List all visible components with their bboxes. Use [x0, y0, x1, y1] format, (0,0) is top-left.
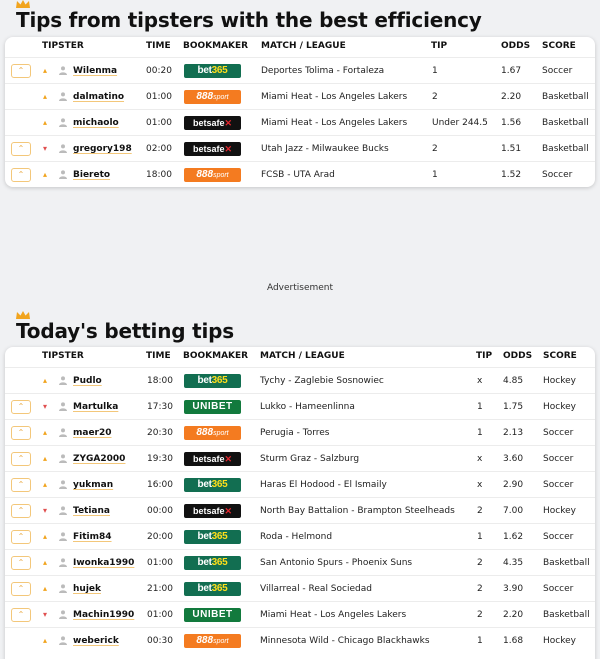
tip-value: 1: [477, 428, 483, 438]
sport-label: Soccer: [542, 170, 573, 180]
match-link[interactable]: San Antonio Spurs - Phoenix Suns: [260, 558, 413, 568]
trend-up-icon: ▴: [43, 480, 48, 489]
col-tip: TIP: [476, 351, 493, 361]
expand-toggle-icon[interactable]: ⌃: [11, 556, 31, 570]
expand-toggle-icon[interactable]: ⌃: [11, 582, 31, 596]
section-title-text: Tips from tipsters with the best efficiency: [16, 8, 482, 32]
tip-value: 1: [432, 66, 438, 76]
tip-value: x: [477, 376, 483, 386]
table-row[interactable]: [5, 367, 595, 393]
trend-down-icon: ▾: [43, 506, 48, 515]
match-link[interactable]: Minnesota Wild - Chicago Blackhawks: [260, 636, 430, 646]
trend-up-icon: ▴: [43, 636, 48, 645]
tipster-name-link[interactable]: Fitim84: [73, 532, 112, 542]
user-icon: [58, 58, 68, 84]
sport-label: Hockey: [543, 636, 576, 646]
expand-toggle-icon[interactable]: ⌃: [11, 142, 31, 156]
tip-time: 00:00: [147, 506, 173, 516]
section-title-todays-tips: [16, 319, 234, 343]
tip-time: 01:00: [146, 118, 172, 128]
tip-time: 01:00: [146, 92, 172, 102]
sport-label: Basketball: [542, 144, 589, 154]
match-link[interactable]: Villarreal - Real Sociedad: [260, 584, 372, 594]
match-link[interactable]: Miami Heat - Los Angeles Lakers: [261, 92, 408, 102]
table-row[interactable]: [5, 445, 595, 471]
tipster-name-link[interactable]: dalmatino: [73, 92, 125, 102]
tip-time: 18:00: [146, 170, 172, 180]
trend-down-icon: ▾: [43, 144, 48, 153]
tip-time: 20:00: [147, 532, 173, 542]
col-time: TIME: [146, 41, 171, 51]
trend-up-icon: ▴: [43, 66, 48, 75]
crown-icon: [16, 311, 30, 319]
expand-toggle-icon[interactable]: ⌃: [11, 64, 31, 78]
odds-value: 1.75: [503, 402, 524, 412]
trend-up-icon: ▴: [43, 170, 48, 179]
tip-time: 19:30: [147, 454, 173, 464]
bookmaker-logo-888sport[interactable]: 888sport: [184, 634, 241, 648]
match-link[interactable]: Lukko - Hameenlinna: [260, 402, 355, 412]
bookmaker-logo-888sport[interactable]: 888sport: [184, 168, 241, 182]
expand-toggle-icon[interactable]: ⌃: [11, 530, 31, 544]
odds-value: 3.90: [503, 584, 524, 594]
odds-value: 1.56: [501, 118, 522, 128]
table-row[interactable]: [5, 601, 595, 627]
user-icon: [58, 162, 68, 187]
odds-value: 4.35: [503, 558, 524, 568]
table-row[interactable]: [5, 627, 595, 653]
tip-value: 1: [477, 402, 483, 412]
trend-down-icon: ▾: [43, 610, 48, 619]
todays-tips-table: [5, 347, 595, 659]
tip-value: 1: [477, 532, 483, 542]
match-link[interactable]: Haras El Hodood - El Ismaily: [260, 480, 387, 490]
tipster-name-link[interactable]: Iwonka1990: [73, 558, 135, 568]
table-row[interactable]: [5, 419, 595, 445]
tip-value: 2: [477, 558, 483, 568]
user-icon: [58, 498, 68, 524]
tip-time: 18:00: [147, 376, 173, 386]
tip-time: 17:30: [147, 402, 173, 412]
tipster-name-link[interactable]: gregory198: [73, 144, 132, 154]
match-link[interactable]: Utah Jazz - Milwaukee Bucks: [261, 144, 389, 154]
sport-label: Soccer: [543, 428, 574, 438]
tipster-name-link[interactable]: Biereto: [73, 170, 111, 180]
bookmaker-logo-bet365[interactable]: bet365: [184, 556, 241, 570]
odds-value: 2.20: [501, 92, 522, 102]
tip-time: 01:00: [147, 558, 173, 568]
trend-up-icon: ▴: [43, 584, 48, 593]
table-row[interactable]: [5, 161, 595, 187]
user-icon: [58, 628, 68, 654]
tip-value: Under 244.5: [432, 118, 488, 128]
trend-up-icon: ▴: [43, 376, 48, 385]
odds-value: 1.51: [501, 144, 522, 154]
user-icon: [58, 420, 68, 446]
bookmaker-logo-888sport[interactable]: 888sport: [184, 426, 241, 440]
match-link[interactable]: FCSB - UTA Arad: [261, 170, 335, 180]
expand-toggle-icon[interactable]: ⌃: [11, 168, 31, 182]
user-icon: [58, 446, 68, 472]
table-row[interactable]: [5, 471, 595, 497]
tip-value: x: [477, 454, 483, 464]
sport-label: Basketball: [543, 610, 590, 620]
tipster-name-link[interactable]: Tetiana: [73, 506, 110, 516]
expand-toggle-icon[interactable]: ⌃: [11, 400, 31, 414]
table-row[interactable]: [5, 135, 595, 161]
tip-value: 2: [432, 92, 438, 102]
col-time: TIME: [146, 351, 171, 361]
match-link[interactable]: North Bay Battalion - Brampton Steelheads: [260, 506, 455, 516]
tip-time: 00:30: [147, 636, 173, 646]
bookmaker-logo-888sport[interactable]: 888sport: [184, 90, 241, 104]
tipster-name-link[interactable]: hujek: [73, 584, 101, 594]
best-efficiency-table: [5, 37, 595, 187]
odds-value: 1.52: [501, 170, 522, 180]
tipster-name-link[interactable]: Wilenma: [73, 66, 118, 76]
col-match: MATCH / LEAGUE: [260, 351, 345, 361]
tipster-name-link[interactable]: ZYGA2000: [73, 454, 126, 464]
bookmaker-logo-betsafe[interactable]: betsafe✕: [184, 504, 241, 518]
tipster-name-link[interactable]: yukman: [73, 480, 114, 490]
expand-toggle-icon[interactable]: ⌃: [11, 608, 31, 622]
tip-time: 00:20: [146, 66, 172, 76]
match-link[interactable]: Sturm Graz - Salzburg: [260, 454, 360, 464]
tipster-name-link[interactable]: michaolo: [73, 118, 119, 128]
tip-value: 1: [477, 636, 483, 646]
user-icon: [58, 84, 68, 110]
tipster-name-link[interactable]: Martulka: [73, 402, 119, 412]
user-icon: [58, 368, 68, 394]
col-tipster: TIPSTER: [42, 41, 84, 51]
advertisement-label: Advertisement: [266, 283, 334, 293]
user-icon: [58, 110, 68, 136]
user-icon: [58, 576, 68, 602]
user-icon: [58, 602, 68, 628]
user-icon: [58, 524, 68, 550]
odds-value: 3.60: [503, 454, 524, 464]
odds-value: 2.20: [503, 610, 524, 620]
sport-label: Soccer: [543, 584, 574, 594]
tip-value: 2: [477, 610, 483, 620]
sport-label: Hockey: [543, 376, 576, 386]
bookmaker-logo-unibet[interactable]: UNIBET: [184, 608, 241, 622]
col-bookmaker: BOOKMAKER: [183, 351, 249, 361]
bookmaker-logo-betsafe[interactable]: betsafe✕: [184, 116, 241, 130]
col-tipster: TIPSTER: [42, 351, 84, 361]
sport-label: Basketball: [542, 118, 589, 128]
bookmaker-logo-bet365[interactable]: bet365: [184, 530, 241, 544]
expand-toggle-icon[interactable]: ⌃: [11, 452, 31, 466]
table-row[interactable]: [5, 549, 595, 575]
trend-up-icon: ▴: [43, 92, 48, 101]
bookmaker-logo-unibet[interactable]: UNIBET: [184, 400, 241, 414]
bookmaker-logo-betsafe[interactable]: betsafe✕: [184, 142, 241, 156]
tip-time: 16:00: [147, 480, 173, 490]
trend-up-icon: ▴: [43, 454, 48, 463]
expand-toggle-icon[interactable]: ⌃: [11, 478, 31, 492]
table-row[interactable]: [5, 575, 595, 601]
tipster-name-link[interactable]: Machin1990: [73, 610, 135, 620]
sport-label: Soccer: [542, 66, 573, 76]
table-row[interactable]: [5, 393, 595, 419]
tip-time: 20:30: [147, 428, 173, 438]
col-bookmaker: BOOKMAKER: [183, 41, 249, 51]
odds-value: 2.13: [503, 428, 524, 438]
tip-time: 21:00: [147, 584, 173, 594]
table-row[interactable]: [5, 83, 595, 109]
table-row[interactable]: [5, 109, 595, 135]
bookmaker-logo-bet365[interactable]: bet365: [184, 374, 241, 388]
trend-down-icon: ▾: [43, 402, 48, 411]
bookmaker-logo-bet365[interactable]: bet365: [184, 478, 241, 492]
sport-label: Basketball: [543, 558, 590, 568]
user-icon: [58, 394, 68, 420]
col-score: SCORE: [542, 41, 576, 51]
sport-label: Hockey: [543, 402, 576, 412]
tip-value: 2: [477, 506, 483, 516]
match-link[interactable]: Perugia - Torres: [260, 428, 330, 438]
sport-label: Soccer: [543, 454, 574, 464]
tip-time: 02:00: [146, 144, 172, 154]
odds-value: 1.62: [503, 532, 524, 542]
col-tip: TIP: [431, 41, 448, 51]
col-score: SCORE: [543, 351, 577, 361]
tip-value: 1: [432, 170, 438, 180]
tip-value: 2: [432, 144, 438, 154]
trend-up-icon: ▴: [43, 118, 48, 127]
sport-label: Soccer: [543, 480, 574, 490]
tip-value: 2: [477, 584, 483, 594]
table-header: [5, 37, 595, 57]
table-row[interactable]: [5, 57, 595, 83]
tipster-name-link[interactable]: weberick: [73, 636, 119, 646]
match-link[interactable]: Miami Heat - Los Angeles Lakers: [260, 610, 407, 620]
tipster-name-link[interactable]: Pudlo: [73, 376, 102, 386]
odds-value: 1.68: [503, 636, 524, 646]
expand-toggle-icon[interactable]: ⌃: [11, 504, 31, 518]
tipster-name-link[interactable]: maer20: [73, 428, 112, 438]
trend-up-icon: ▴: [43, 428, 48, 437]
table-row[interactable]: [5, 523, 595, 549]
col-odds: ODDS: [501, 41, 531, 51]
sport-label: Hockey: [543, 506, 576, 516]
table-header: [5, 347, 595, 367]
tip-time: 01:00: [147, 610, 173, 620]
section-title-text: Today's betting tips: [16, 319, 234, 343]
bookmaker-logo-betsafe[interactable]: betsafe✕: [184, 452, 241, 466]
table-row[interactable]: [5, 497, 595, 523]
odds-value: 2.90: [503, 480, 524, 490]
user-icon: [58, 472, 68, 498]
col-match: MATCH / LEAGUE: [261, 41, 346, 51]
user-icon: [58, 136, 68, 162]
match-link[interactable]: Miami Heat - Los Angeles Lakers: [261, 118, 408, 128]
bookmaker-logo-bet365[interactable]: bet365: [184, 582, 241, 596]
crown-icon: [16, 0, 30, 8]
trend-up-icon: ▴: [43, 532, 48, 541]
trend-up-icon: ▴: [43, 558, 48, 567]
match-link[interactable]: Deportes Tolima - Fortaleza: [261, 66, 385, 76]
user-icon: [58, 550, 68, 576]
tip-value: x: [477, 480, 483, 490]
sport-label: Soccer: [543, 532, 574, 542]
section-title-best-efficiency: [16, 8, 482, 32]
odds-value: 7.00: [503, 506, 524, 516]
odds-value: 1.67: [501, 66, 522, 76]
bookmaker-logo-bet365[interactable]: bet365: [184, 64, 241, 78]
match-link[interactable]: Tychy - Zaglebie Sosnowiec: [260, 376, 384, 386]
match-link[interactable]: Roda - Helmond: [260, 532, 333, 542]
sport-label: Basketball: [542, 92, 589, 102]
odds-value: 4.85: [503, 376, 524, 386]
expand-toggle-icon[interactable]: ⌃: [11, 426, 31, 440]
col-odds: ODDS: [503, 351, 533, 361]
